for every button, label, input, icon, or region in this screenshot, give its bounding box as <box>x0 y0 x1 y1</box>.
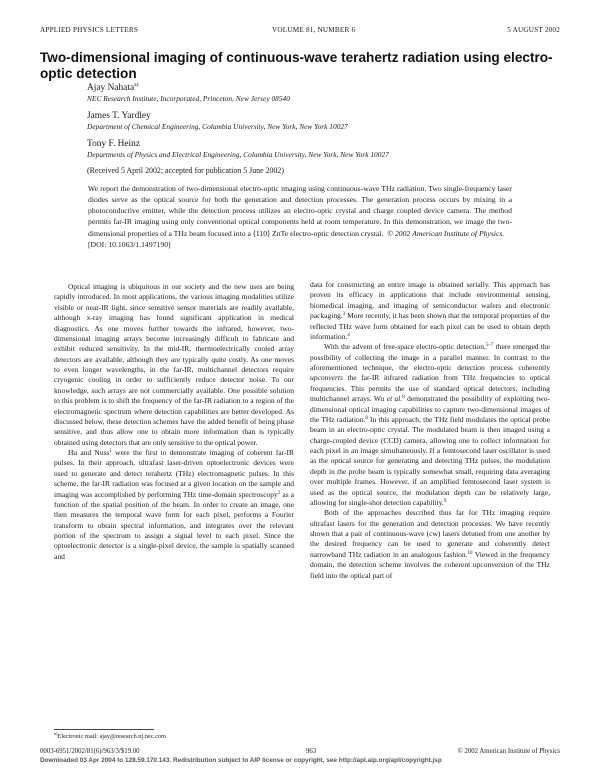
author-name: James T. Yardley <box>87 111 151 121</box>
author-affiliation: Departments of Physics and Electrical Engineering, Columbia University, New York, New York 10027 <box>87 150 389 159</box>
received-dates: (Received 5 April 2002; accepted for publication 5 June 2002) <box>87 166 284 175</box>
page-number: 963 <box>306 748 317 755</box>
journal-name: APPLIED PHYSICS LETTERS <box>40 26 139 34</box>
volume-number: VOLUME 81, NUMBER 6 <box>272 26 356 34</box>
author-footnote-mark: a) <box>134 82 139 88</box>
body-left-column <box>54 282 294 562</box>
author-name: Ajay Nahata$^{a)}$ <box>87 82 139 93</box>
body-right-column <box>310 280 550 581</box>
citation: 8 <box>365 415 368 421</box>
citation: 8 <box>402 395 405 401</box>
doi: [DOI: 10.1063/1.1497190] <box>88 239 171 249</box>
citation: 5–7 <box>485 343 494 349</box>
abstract-copyright: © 2002 American Institute of Physics. <box>387 228 505 238</box>
article-code: 0003-6951/2002/81(6)/963/3/$19.00 <box>40 748 140 755</box>
abstract <box>88 183 512 250</box>
paragraph: data for constructing an entire image is obtained serially. This approach has proven its efficacy in applications that include environmental sensing, biomedical imaging, and imaging of semiconductor wafers and electronic packaging.$^3$ More recently, it has been shown that the temporal properties of the reflected THz wave form obtained for each pixel can be used to obtain depth information.$^4$ <box>310 280 550 341</box>
citation: 9 <box>443 498 447 504</box>
abstract-text: We report the demonstration of two-dimensional electro-optic imaging using continuous-wave THz radiation. Two single-frequency laser diodes serve as the optical source for both the generation and detection processes. The generation process occurs by mixing in a photoconductive emitter, while the detection process utilizes an electro-optic crystal and charge coupled device camera. The method permits far-IR imaging using only conventional optical components held at room temperature. In this demonstration, we image the two-dimensional properties of a THz beam focused into a ⟨110⟩ ZnTe electro-optic detection crystal. <box>88 184 512 238</box>
footer-copyright: © 2002 American Institute of Physics <box>457 748 560 755</box>
author-block <box>87 83 557 176</box>
paragraph: Hu and Nuss$^1$ were the first to demonstrate imaging of coherent far-IR pulses. In their approach, ultrafast laser-driven optoelectronic devices were used to generate and detect terahertz (THz) electromagnetic pulses. In this scheme, the far-IR radiation was focused at a given location on the sample and imaging was accomplished by performing THz time-domain spectroscopy$^2$ as a function of the spatial position of the beam. In order to create an image, one then measures the temporal wave form for each pixel, performs a Fourier transform to obtain spectral information, and integrates over the relevant portion of the spectrum to assign a signal level to each pixel. Since the optoelectronic detector is a single-pixel device, the sample is spatially scanned and <box>54 448 295 561</box>
footnote-divider <box>54 729 154 730</box>
author-affiliation: Department of Chemical Engineering, Columbia University, New York, New York 10027 <box>87 122 348 131</box>
issue-date: 5 AUGUST 2002 <box>507 26 560 34</box>
citation: 3 <box>342 312 346 318</box>
article-title: Two-dimensional imaging of continuous-wave terahertz radiation using electro-optic detection <box>40 50 553 81</box>
running-head <box>40 26 560 38</box>
author-name: Tony F. Heinz <box>87 139 141 149</box>
footnote: $^{a)}$Electronic mail: ajay@research.nj.nec.com <box>54 731 166 740</box>
citation: 10 <box>467 550 473 556</box>
paragraph: With the advent of free-space electro-optic detection,$^{5-7}$ there emerged the possibility of collecting the image in a parallel manner. In contrast to the aforementioned technique, the electro-optic detection process coherently upconverts the far-IR infrared radiation from THz frequencies to optical frequencies. This permits the use of standard optical detectors, including multichannel arrays. Wu et al.$^8$ demonstrated the possibility of exploiting two-dimensional optical imaging capabilities to capture two-dimensional images of the THz radiation.$^8$ In this approach, the THz field modulates the optical probe beam in an electro-optic crystal. The modulated beam is then imaged using a charge-coupled device (CCD) camera, allowing one to collect information for each pixel in an image simultaneously. If a femtosecond laser oscillator is used as the optical source for generating and detecting THz pulses, the modulation depth in the probe beam is typically somewhat small, requiring data averaging over multiple frames. However, if an amplified femtosecond laser system is used as the optical source, the modulation depth can be relatively large, allowing for single-shot detection capability.$^9$ <box>310 342 551 507</box>
download-notice: Downloaded 03 Apr 2004 to 128.59.170.143. Redistribution subject to AIP license or copyright, see http://apl.aip.org/apl/copyright.jsp <box>40 757 442 764</box>
citation: 4 <box>347 332 350 338</box>
author-affiliation: NEC Research Institute, Incorporated, Princeton, New Jersey 08540 <box>87 94 290 103</box>
citation: 2 <box>277 490 281 496</box>
paragraph: Both of the approaches described thus far for THz imaging require ultrafast lasers for the generation and detection processes. We have recently shown that a pair of continuous-wave (cw) lasers detuned from one another by the desired frequency can be used to generate and coherently detect narrowband THz radiation in an analogous fashion.$^{10}$ Viewed in the frequency domain, the detection scheme involves the coherent upconversion of the THz field into the optical part of <box>310 508 550 580</box>
citation: 1 <box>109 449 112 454</box>
paragraph: Optical imaging is ubiquitous in our society and the new uses are being rapidly introduced. In most applications, the various imaging modalities utilize visible or near-IR light, since sensitive sensor materials are readily available, although x-ray imaging has found significant application in medical diagnostics. As one moves further towards the infrared, however, two-dimensional imaging arrays become increasingly difficult to fabricate and exhibit reduced sensitivity. In the mid-IR, thermoelectrically cooled array detectors are available, although they are typically quite costly. As one moves to even longer wavelengths, in the far-IR, multichannel detectors require cryogenic cooling in order to sufficiently reduce detector noise. To our knowledge, such arrays are not commercially available. One possible solution to this problem is to shift the frequency of the far-IR radiation to a region of the electromagnetic spectrum where detection capabilities are better developed. As discussed below, these detection schemes have the added benefit of being phase sensitive, and thus allow one to obtain more information than is typically obtained using detectors that are only sensitive to the optical power. <box>54 282 294 447</box>
